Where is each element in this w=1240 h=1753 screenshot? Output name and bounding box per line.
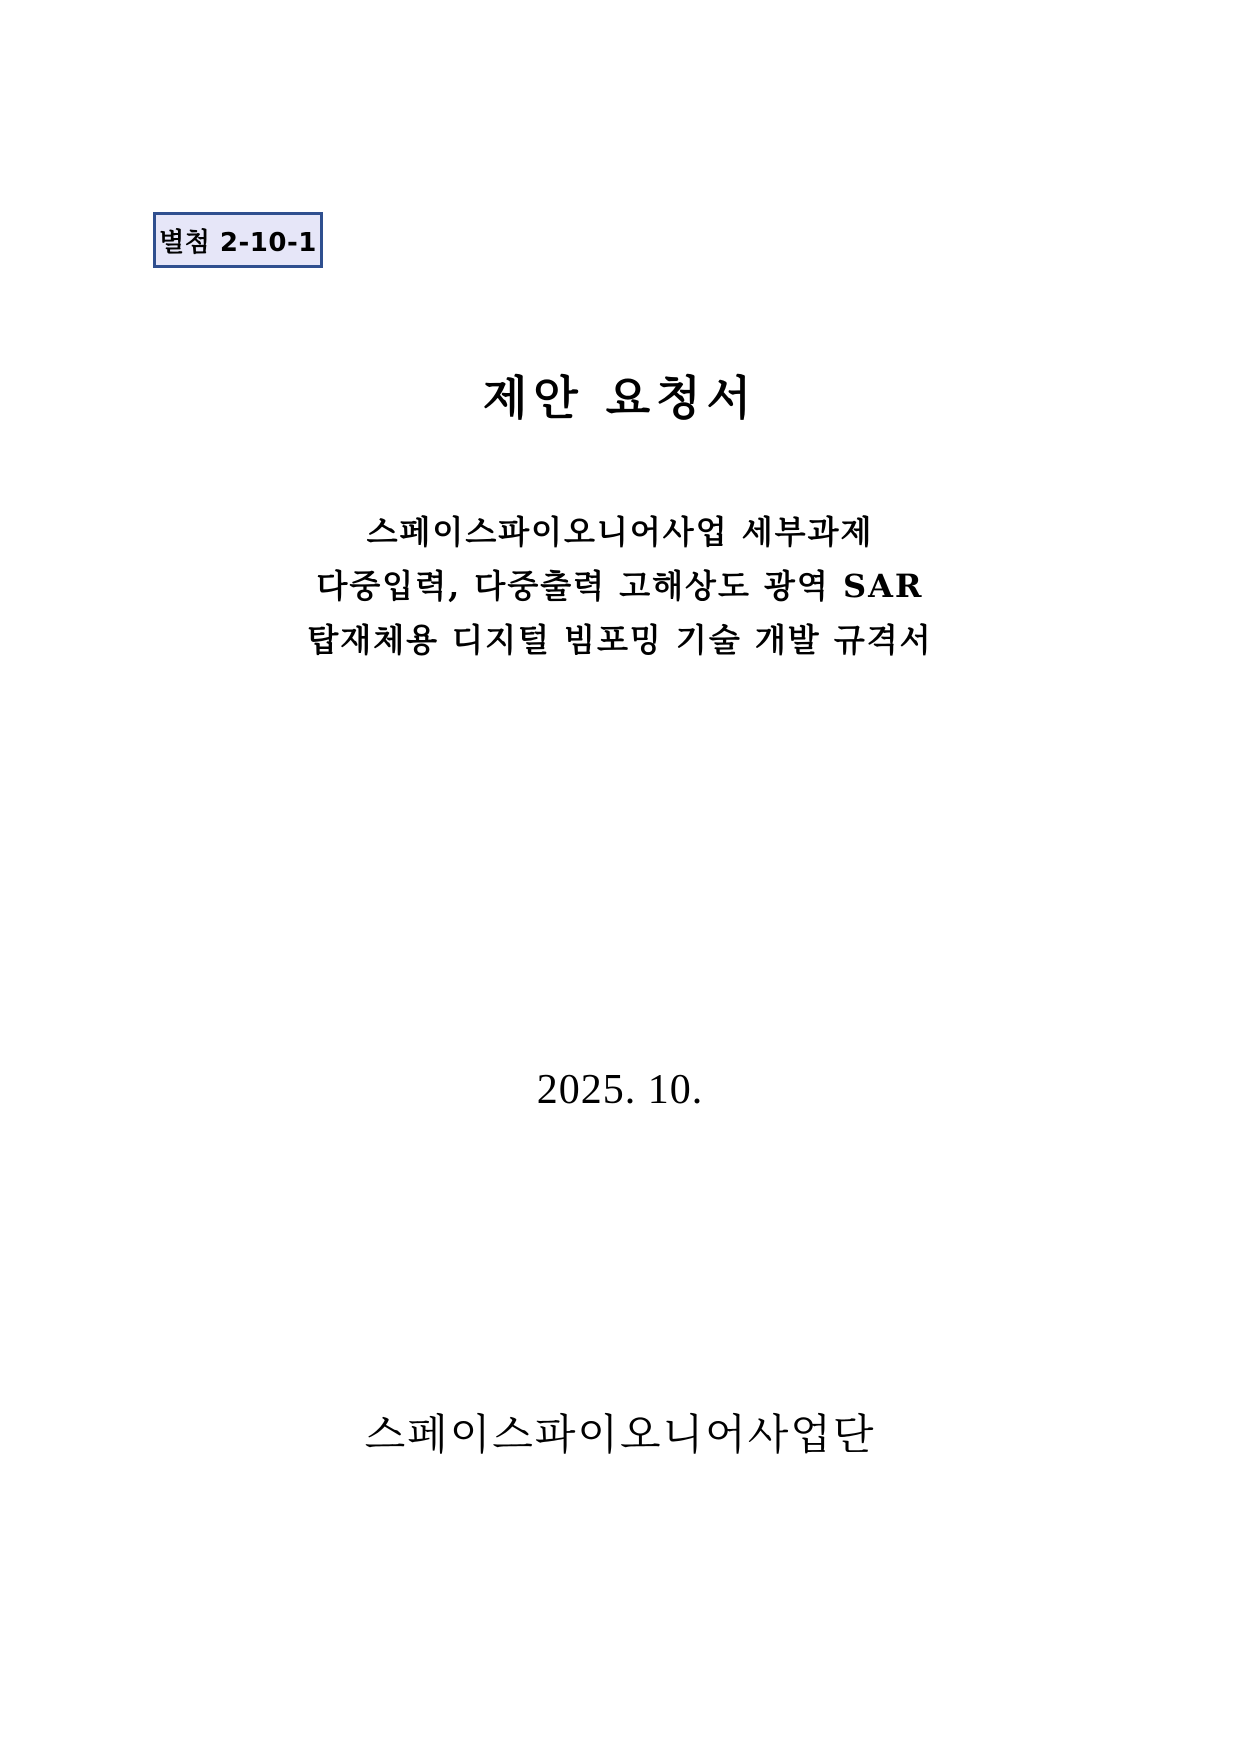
attachment-number-label: 별첨 2-10-1 xyxy=(159,227,317,258)
attachment-number-badge xyxy=(153,212,323,268)
document-subtitle xyxy=(0,505,1240,667)
document-title: 제안 요청서 xyxy=(482,371,758,425)
subtitle-line-1: 스페이스파이오니어사업 세부과제 xyxy=(366,513,874,551)
subtitle-line-2: 다중입력, 다중출력 고해상도 광역 SAR xyxy=(316,567,924,605)
issuing-organization: 스페이스파이오니어사업단 xyxy=(364,1410,876,1459)
document-date: 2025. 10. xyxy=(536,1067,704,1113)
subtitle-line-3: 탑재체용 디지털 빔포밍 기술 개발 규격서 xyxy=(307,621,933,659)
